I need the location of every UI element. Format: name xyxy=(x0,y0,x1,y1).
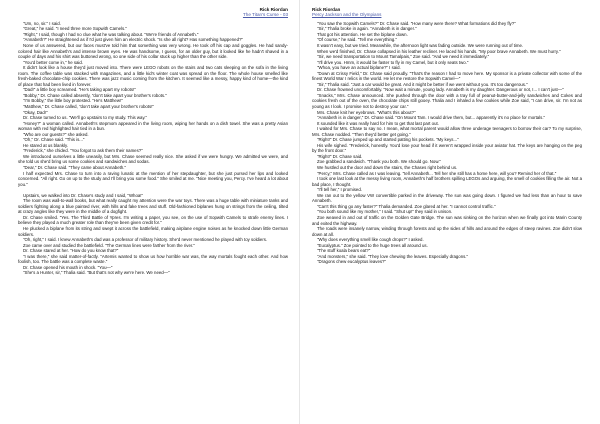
paragraph: That got his attention. He set the biplane down. xyxy=(317,31,408,37)
paragraph: "Snacks," Mrs. Chase announced. She pushed through the door with a tray full of peanut-butter-and-jelly sandwiches and Cokes and cookies fresh out of the oven, the chocolate chips still gooey. Thalia and I inhaled a few cookies while Zoe said, "I can drive, sir. I'm not as young as I look. I promise not to destroy your car." xyxy=(312,92,582,110)
paragraph: Dr. Chase stared at her. "How do you know that?" xyxy=(23,248,119,254)
paragraph: Zoe weaved in and out of traffic on the Golden Gate Bridge. The sun was sinking on the horizon when we finally got into Marin County and exited the highway. xyxy=(312,214,582,226)
paragraph: Dr. Chase frowned uncomfortably. "Now wait a minute, young lady. Annabeth is my daughter. Dangerous or not, I... I can't just—" xyxy=(317,87,564,93)
paragraph: "Eucalyptus." Zoe pointed to the huge trees all around us. xyxy=(317,242,428,248)
paragraph: "She's a Hunter, sir," Thalia said. "But that's not why we're here. We need—" xyxy=(23,270,170,276)
paragraph: "Whoa, you have an actual biplane?" I said. xyxy=(317,65,401,71)
paragraph: He stared at us blankly. xyxy=(23,142,69,148)
paragraph: "Oh, right," I said. I knew Annabeth's dad was a professor of military history. She'd never mentioned he played with toy soldiers. xyxy=(23,237,268,243)
paragraph: "The stuff koala bears eat?" xyxy=(317,248,371,254)
paragraph: "Percy," Mrs. Chase called as I was leaving. "tell Annabeth... Tell her she still has a home here, will you? Remind her of that." xyxy=(317,170,557,176)
paragraph: It wasn't easy, but we tried. Meanwhile, the afternoon light was fading outside. We were running out of time. xyxy=(317,43,524,48)
paragraph: "You saw the Sopwith Camels?" Dr. Chase said. "How many were there? What formations did they fly?" xyxy=(317,20,516,26)
paragraph: "I was there," she said matter-of-factly. "Artemis wanted to show us how horrible war was, the way mortals fought each other. And how foolish, too. The battle was a complete waste." xyxy=(18,253,288,265)
paragraph: "Sir, we need transportation to Mount Tamalpais," Zoe said. "And we need it immediately." xyxy=(317,54,490,60)
paragraph: "Annabeth is in danger," Dr. Chase said. "On Mount Tam. I would drive them, but... apparently it's no place for mortals." xyxy=(317,115,546,121)
paragraph: It didn't look like a house they'd just moved into. There were LEGO robots on the stairs and two cats sleeping on the sofa in the living room. The coffee table was stacked with magazines, and a little kid's winter coat was spread on the floor. The whole house smelled like fresh-baked chocolate-chip cookies. There was jazz music coming from the kitchen. It seemed like a messy, happy kind of home—the kind of place that had been lived in forever. xyxy=(18,65,288,87)
paragraph: "Right!" Dr. Chase jumped up and started patting his pockets. "My keys..." xyxy=(317,137,459,143)
paragraph: "Dragons chew eucalyptus leaves?" xyxy=(317,259,387,265)
paragraph: Mrs. Chase knit her eyebrows. "What's this about?" xyxy=(317,109,416,115)
paragraph: "I'll tell her," I promised. xyxy=(317,187,362,193)
book-title-link[interactable]: Percy Jackson and the Olympians xyxy=(312,12,382,18)
paragraph: Dr. Chase opened his mouth in shock. "You—" xyxy=(23,264,113,270)
paragraph: "Oh," Dr. Chase said. "This is..." xyxy=(23,137,85,143)
paragraph: When we'd finished, Dr. Chase collapsed in his leather recliner. He laced his hands. "My poor brave Annabeth. We must hurry." xyxy=(317,48,561,54)
paragraph: We hustled out the door and down the stairs, the Chases right behind us. xyxy=(317,165,458,171)
paragraph: Dr. Chase smiled. "Yes. The Third Battle of Ypres. I'm writing a paper, you see, on the use of Sopwith Camels to strafe enemy lines. I believe they played a much greater role than they've been given credit for." xyxy=(18,214,288,226)
paragraph: "I'll drive you. Hmm, it would be faster to fly in my Camel, but it only seats two." xyxy=(317,59,469,65)
paragraph: Dr. Chase turned to us. "We'll go upstairs to my study. This way." xyxy=(23,115,148,121)
paragraph: The roads were insanely narrow, winding through forests and up the sides of hills and around the edges of steep ravines. Zoe didn't slow down at all. xyxy=(312,226,582,237)
paragraph: "Can't this thing go any faster?" Thalia demanded. Zoe glared at her. "I cannot control traffic." xyxy=(317,203,496,209)
right-page xyxy=(300,0,600,424)
paragraph: "Sir," Thalia broke in again. "Annabeth is in danger." xyxy=(317,26,417,32)
paragraph: It sounded like it was really hard for him to get that last part out. xyxy=(317,120,439,126)
paragraph: Zoe came over and studied the battlefield. "The German lines were farther from the river." xyxy=(23,242,195,248)
paragraph: "Um, no, sir." I said. xyxy=(23,20,61,26)
paragraph: "Who are our guests?" she asked. xyxy=(23,131,89,137)
paragraph: He plucked a biplane from its string and swept it across the battlefield, making airplane engine noises as he knocked down little German soldiers. xyxy=(18,226,288,237)
paragraph: "You both sound like my mother," I said. "Shut up!" they said in unison. xyxy=(317,209,453,215)
author-name: Rick Riordan xyxy=(259,7,288,12)
paragraph: "You'd better come in," he said. xyxy=(23,59,84,65)
paragraph: "Great," he said. "I need three more Sopwith Camels." xyxy=(23,26,127,32)
paragraph: "Down at Crissy Field," Dr. Chase said proudly. "That's the reason I had to move here. My sponsor is a private collector with some of the finest World War I relics in the world. He let me restore the Sopwith Camel—" xyxy=(312,70,582,82)
paragraph: His wife sighed. "Frederick, honestly. You'd lose your head if it weren't wrapped inside your aviator hat. The keys are hanging on the peg by the front door." xyxy=(312,142,582,154)
paragraph: "Sir," Thalia said. "Just a car would be great. And it might be better if we went without you. It's too dangerous." xyxy=(317,81,528,87)
paragraph: "Dear," Dr. Chase said. "They came about Annabeth." xyxy=(23,165,126,171)
paragraph: I half expected Mrs. Chase to turn into a raving lunatic at the mention of her stepdaughter, but she just pursed her lips and looked concerned. "All right. Go on up to the study and I'll bring you some food." She smiled at me. "Nice meeting you, Percy. I've heard a lot about you." xyxy=(18,170,288,187)
paragraph: "Right," I said, though I had no clue what he was talking about. "We're friends of Annabeth." xyxy=(23,31,199,37)
author-name: Rick Riordan xyxy=(312,7,341,12)
paragraph: Zoe grabbed a sandwich. "Thank you both. We should go. Now." xyxy=(317,159,441,165)
paragraph: "Okay, Dad!" xyxy=(23,109,48,115)
paragraph: The room was wall-to-wall books, but what really caught my attention were the war toys. There was a huge table with miniature tanks and soldiers fighting along a blue painted river, with hills and fake trees and stuff. Old-fashioned biplanes hung on strings from the ceiling, tilted at crazy angles like they were in the middle of a dogfight. xyxy=(18,198,288,215)
paragraph: I waited for Mrs. Chase to say no. I mean, what mortal parent would allow three underage teenagers to borrow their car? To my surprise, Mrs. Chase nodded. "Then they'd better get going." xyxy=(312,126,582,137)
paragraph: "Right!" Dr. Chase said. xyxy=(317,153,363,159)
paragraph: I took one last look at the messy living room, Annabeth's half brothers spilling LEGOs and arguing, the smell of cookies filling the air. Not a bad place, I thought. xyxy=(312,176,582,187)
right-page-body xyxy=(312,21,582,265)
left-page-body xyxy=(18,21,288,276)
paragraph: Upstairs, we walked into Dr. Chase's study and I said, "Whoa!" xyxy=(23,192,144,198)
paragraph: None of us answered, but our faces must've told him that something was very wrong. He took off his cap and goggles. He had sandy-colored hair like Annabeth's and intense brown eyes. He was handsome, I guess, for an older guy, but it looked like he hadn't shaved in a couple of days and his shirt was buttoned wrong, so one side of his collar stuck up higher than the other side. xyxy=(18,43,288,60)
paragraph: "I'm Bobby," the little boy protested. "He's Matthew!" xyxy=(23,98,123,104)
paragraph: "And monsters," she said. "They love chewing the leaves. Especially dragons." xyxy=(317,253,469,259)
paragraph: "Annabeth?" He straightened as if I'd just given him an electric shock. "Is she all right? Has something happened?" xyxy=(23,37,243,43)
book-title-link[interactable]: The Titan's Curse - 03 xyxy=(242,12,288,18)
paragraph: "Of course," he said. "Tell me everything." xyxy=(317,37,398,43)
paragraph: We ran out to the yellow VW convertible parked in the driveway. The sun was going down. I figured we had less than an hour to save Annabeth. xyxy=(312,192,582,204)
paragraph: "Dad!" a little boy screamed. "He's taking apart my robots!" xyxy=(23,87,136,93)
paragraph: We introduced ourselves a little uneasily, but Mrs. Chase seemed really nice. She asked if we were hungry. We admitted we were, and she told us she'd bring us some cookies and sandwiches and sodas. xyxy=(18,153,288,165)
paragraph: "Matthew," Dr. Chase called, "don't take apart your brother's robots!" xyxy=(23,104,154,110)
left-page-header xyxy=(18,7,288,18)
paragraph: "Bobby," Dr. Chase called absently, "don't take apart your brother's robots." xyxy=(23,92,167,98)
paragraph: "Frederick," she chided. "You forgot to ask them their names?" xyxy=(23,148,143,154)
right-page-header xyxy=(312,7,582,18)
paragraph: "Honey?" a woman called. Annabeth's stepmom appeared in the living room, wiping her hands on a dish towel. She was a pretty Asian woman with red highlighted hair tied in a bun. xyxy=(18,120,288,132)
paragraph: "Why does everything smell like cough drops?" I asked. xyxy=(317,237,424,243)
